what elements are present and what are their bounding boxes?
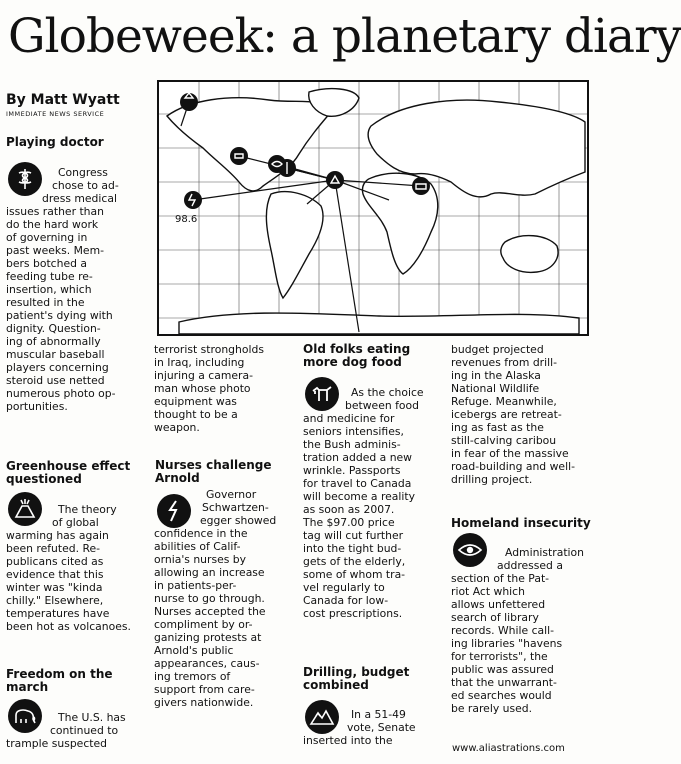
fever-label: 98.6 (175, 214, 198, 225)
heading-old-folks: Old folks eating more dog food (303, 342, 411, 369)
byline (6, 92, 151, 119)
world-map-drawing (159, 82, 587, 334)
north-america-shape (167, 98, 331, 191)
mountain-marker-icon (180, 93, 198, 111)
article-greenhouse-effect: The theory of global warming has again been refuted. Re- publicans cited as evidence that this winter was "kinda chilly." Elsewhere, temperatures have been hot as volcanoes. (6, 503, 131, 633)
article-drilling-budget-continued: budget projected revenues from drill- ing in the Alaska National Wildlife Refuge. Meanwhile, icebergs are retreat- ing as fast as the still-calving caribou in fear of the massive road-building and well- drilling project. (451, 343, 575, 486)
dog-marker-icon (230, 147, 248, 165)
heading-playing-doctor: Playing doctor (6, 135, 104, 149)
heading-homeland-insecurity: Homeland insecurity (451, 516, 591, 530)
article-old-folks: As the choice between food and medicine for seniors intensifies, the Bush adminis- tration added a new wrinkle. Passports for travel to Canada will become a reality as soon as 2007. The $97.00 price tag will cut further into the tight bud- gets of the elderly, some of whom tra- vel regularly to Canada for low- cost prescriptions. (303, 386, 424, 620)
article-playing-doctor: Congress chose to ad- dress medical issues rather than do the hard work of governing in past weeks. Mem- bers botched a feeding tube re- insertion, which resulted in the patient's dying with dignity. Question- ing of abnormally muscular baseball players concerning steroid use netted numerous photo op- portunities. (6, 166, 119, 413)
volcano-marker-icon (326, 171, 344, 189)
heading-freedom-march: Freedom on the march (6, 667, 113, 694)
footer-url: www.aliastrations.com (452, 743, 565, 754)
news-service: IMMEDIATE NEWS SERVICE (6, 110, 105, 118)
heading-greenhouse-effect: Greenhouse effect questioned (6, 459, 131, 486)
world-map (157, 80, 589, 336)
article-drilling-budget: In a 51-49 vote, Senate inserted into the (303, 708, 416, 747)
elephant-marker-icon (412, 177, 430, 195)
article-freedom-march: The U.S. has continued to trample suspected (6, 711, 126, 750)
author: By Matt Wyatt (6, 92, 120, 108)
antarctica-shape (179, 313, 579, 334)
australia-shape (501, 236, 558, 273)
article-homeland-insecurity: Administration addressed a section of the Pat- riot Act which allows unfettered search of library records. While call- ing libraries "havens for terrorists", the public was assured that the unwarrant- ed searches would be rarely used. (451, 546, 585, 715)
article-freedom-march-continued: terrorist strongholds in Iraq, including injuring a camera- man whose photo equipment was thought to be a weapon. (154, 343, 264, 434)
page-title: Globeweek: a planetary diary (8, 9, 681, 64)
article-nurses-challenge: Governor Schwartzen- egger showed confidence in the abilities of Calif- ornia's nurses by allowing an increase in patients-per- nurse to go through. Nurses accepted the compliment by or- ganizing protests at Arnold's public appearances, caus- ing tremors of support from care- givers nationwide. (154, 488, 277, 709)
south-america-shape (266, 192, 323, 298)
heading-drilling-budget: Drilling, budget combined (303, 665, 410, 692)
heading-nurses-challenge: Nurses challenge Arnold (155, 458, 272, 485)
